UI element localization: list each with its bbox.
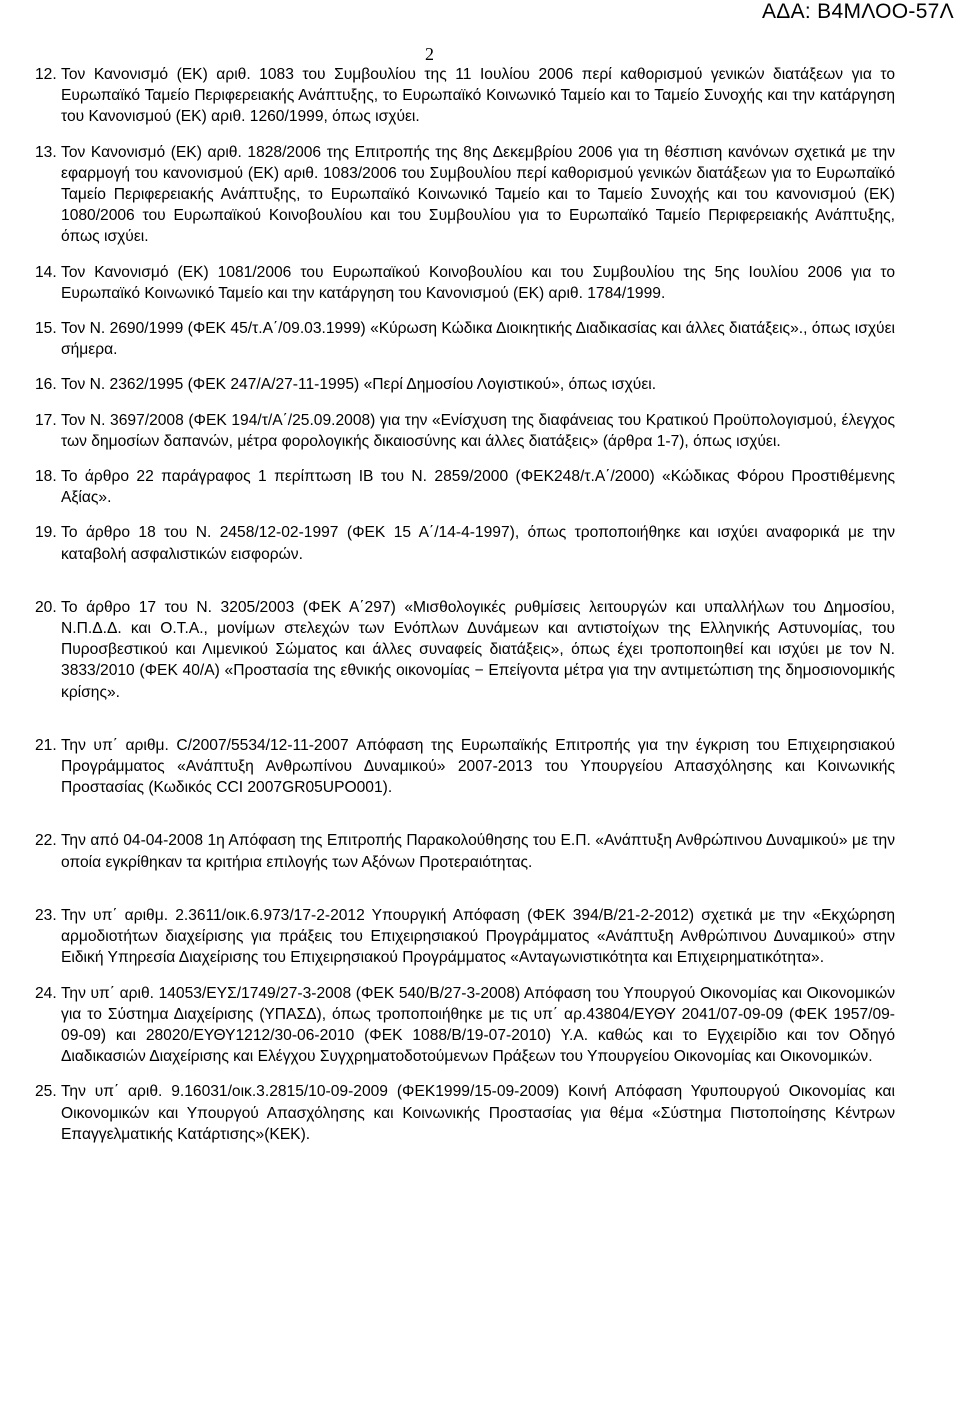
item-number: 14.: [35, 263, 62, 281]
document-body: [35, 64, 895, 1159]
list-item-21: [35, 735, 895, 799]
list-item-22: [35, 830, 895, 872]
item-text: Το άρθρο 22 παράγραφος 1 περίπτωση ΙΒ του Ν. 2859/2000 (ΦΕΚ248/τ.Α΄/2000) «Κώδικας Φόρου Προστιθέμενης Αξίας».: [61, 468, 895, 507]
list-item-16: [35, 374, 895, 395]
list-item-13: [35, 142, 895, 248]
item-number: 22.: [35, 832, 62, 850]
item-text: Τον Κανονισμό (ΕΚ) αριθ. 1083 του Συμβουλίου της 11 Ιουλίου 2006 περί καθορισμού γενικών διατάξεων για το Ευρωπαϊκό Ταμείο Περιφερειακής Ανάπτυξης, το Ευρωπαϊκό Κοινωνικό Ταμείο και το Ταμείο Συνοχής και την κατάργηση του Κανονισμού (ΕΚ) αριθ. 1260/1999, όπως ισχύει.: [61, 66, 895, 126]
item-number: 16.: [35, 376, 62, 394]
item-text: Την υπ΄ αριθ. 9.16031/οικ.3.2815/10-09-2009 (ΦΕΚ1999/15-09-2009) Κοινή Απόφαση Υφυπουργού Οικονομίας και Οικονομικών και Υπουργού Απασχόλησης και Κοινωνικής Προστασίας για θέμα «Σύστημα Πιστοποίησης Κέντρων Επαγγελματικής Κατάρτισης»(ΚΕΚ).: [61, 1083, 895, 1143]
item-number: 19.: [35, 524, 62, 542]
list-item-25: [35, 1081, 895, 1145]
item-number: 15.: [35, 320, 62, 338]
list-item-20: [35, 597, 895, 703]
item-text: Τον Κανονισμό (ΕΚ) αριθ. 1828/2006 της Επιτροπής της 8ης Δεκεμβρίου 2006 για τη θέσπιση κανόνων σχετικά με την εφαρμογή του κανονισμού (ΕΚ) αριθ. 1083/2006 του Συμβουλίου περί καθορισμού γενικών διατάξεων για το Ευρωπαϊκό Ταμείο Περιφερειακής Ανάπτυξης, το Ευρωπαϊκό Κοινωνικό Ταμείο και το Ταμείο Συνοχής και του κανονισμού (ΕΚ) 1080/2006 του Ευρωπαϊκού Κοινοβουλίου και του Συμβουλίου για το Ευρωπαϊκό Ταμείο Περιφερειακής Ανάπτυξης, όπως ισχύει.: [61, 143, 895, 246]
list-item-19: [35, 522, 895, 564]
item-number: 12.: [35, 66, 62, 83]
item-text: Την υπ΄ αριθμ. 2.3611/οικ.6.973/17-2-2012 Υπουργική Απόφαση (ΦΕΚ 394/Β/21-2-2012) σχετικά με την «Εκχώρηση αρμοδιοτήτων διαχείρισης για πράξεις του Επιχειρησιακού Προγράμματος «Ανάπτυξη Ανθρώπινου Δυναμικού» στην Ειδική Υπηρεσία Διαχείρισης του Επιχειρησιακού Προγράμματος «Ανταγωνιστικότητα και Επιχειρηματικότητα».: [61, 906, 895, 967]
list-item-12: [35, 64, 895, 128]
item-text: Τον Κανονισμό (ΕΚ) 1081/2006 του Ευρωπαϊκού Κοινοβουλίου και του Συμβουλίου της 5ης Ιουλίου 2006 για το Ευρωπαϊκό Κοινωνικό Ταμείο και την κατάργηση του Κανονισμού (ΕΚ) αριθ. 1784/1999.: [61, 263, 895, 302]
list-item-14: [35, 262, 895, 304]
list-item-18: [35, 466, 895, 508]
list-item-17: [35, 410, 895, 452]
list-item-24: [35, 983, 895, 1068]
page-number: 2: [425, 44, 434, 64]
item-number: 21.: [35, 736, 62, 754]
item-number: 24.: [35, 984, 62, 1002]
ada-code: ΑΔΑ: Β4ΜΛΟΟ-57Λ: [761, 0, 954, 23]
item-text: Την από 04-04-2008 1η Απόφαση της Επιτροπής Παρακολούθησης του Ε.Π. «Ανάπτυξη Ανθρώπινου Δυναμικού» με την οποία εγκρίθηκαν τα κριτήρια επιλογής των Αξόνων Προτεραιότητας.: [61, 832, 895, 871]
item-number: 17.: [35, 411, 62, 429]
item-text: Τον Ν. 2690/1999 (ΦΕΚ 45/τ.Α΄/09.03.1999) «Κύρωση Κώδικα Διοικητικής Διαδικασίας και άλλες διατάξεις»., όπως ισχύει σήμερα.: [61, 320, 895, 359]
item-text: Την υπ΄ αριθμ. C/2007/5534/12-11-2007 Απόφαση της Ευρωπαϊκής Επιτροπής για την έγκριση του Επιχειρησιακού Προγράμματος «Ανάπτυξη Ανθρωπίνου Δυναμικού» 2007-2013 του Υπουργείου Απασχόλησης και Κοινωνικής Προστασίας (Κωδικός CCI 2007GR05UPO001).: [61, 736, 895, 797]
item-number: 23.: [35, 906, 62, 924]
item-text: Τον Ν. 2362/1995 (ΦΕΚ 247/Α/27-11-1995) «Περί Δημοσίου Λογιστικού», όπως ισχύει.: [61, 376, 657, 394]
item-number: 18.: [35, 468, 62, 486]
list-item-15: [35, 318, 895, 360]
item-text: Τον Ν. 3697/2008 (ΦΕΚ 194/τ/Α΄/25.09.2008) για την «Ενίσχυση της διαφάνειας του Κρατικού Προϋπολογισμού, έλεγχος των δημοσίων δαπανών, μέτρα φορολογικής δικαιοσύνης και άλλες διατάξεις» (άρθρα 1-7), όπως ισχύει.: [61, 411, 895, 450]
item-number: 13.: [35, 143, 62, 161]
item-text: Το άρθρο 18 του Ν. 2458/12-02-1997 (ΦΕΚ 15 Α΄/14-4-1997), όπως τροποποιήθηκε και ισχύει αναφορικά με την καταβολή ασφαλιστικών εισφορών.: [61, 524, 895, 563]
item-text: Το άρθρο 17 του Ν. 3205/2003 (ΦΕΚ Α΄297) «Μισθολογικές ρυθμίσεις λειτουργών και υπαλλήλων του Δημοσίου, Ν.Π.Δ.Δ. και Ο.Τ.Α., μονίμων στελεχών των Ενόπλων Δυνάμεων και αντιστοίχων της Ελληνικής Αστυνομίας, του Πυροσβεστικού και Λιμενικού Σώματος και άλλες συναφείς διατάξεις», όπως έχει τροποποιηθεί και ισχύει με τον Ν. 3833/2010 (ΦΕΚ 40/Α) «Προστασία της εθνικής οικονομίας − Επείγοντα μέτρα για την αντιμετώπιση της δημοσιονομικής κρίσης».: [61, 598, 895, 701]
item-text: Την υπ΄ αριθ. 14053/ΕΥΣ/1749/27-3-2008 (ΦΕΚ 540/Β/27-3-2008) Απόφαση του Υπουργού Οικονομίας και Οικονομικών για το Σύστημα Διαχείρισης (ΥΠΑΣΔ), όπως τροποποιήθηκε με τις υπ΄ αρ.43804/ΕΥΘΥ 2041/07-09-09 (ΦΕΚ 1957/09-09-09) και 28020/ΕΥΘΥ1212/30-06-2010 (ΦΕΚ 1088/Β/19-07-2010) Υ.Α. καθώς και το Εγχειρίδιο και τον Οδηγό Διαδικασιών Διαχείρισης και Ελέγχου Συγχρηματοδοτούμενων Πράξεων του Υπουργείου Οικονομίας και Οικονομικών.: [61, 984, 895, 1066]
item-number: 20.: [35, 598, 62, 616]
list-item-23: [35, 905, 895, 969]
item-number: 25.: [35, 1083, 62, 1101]
